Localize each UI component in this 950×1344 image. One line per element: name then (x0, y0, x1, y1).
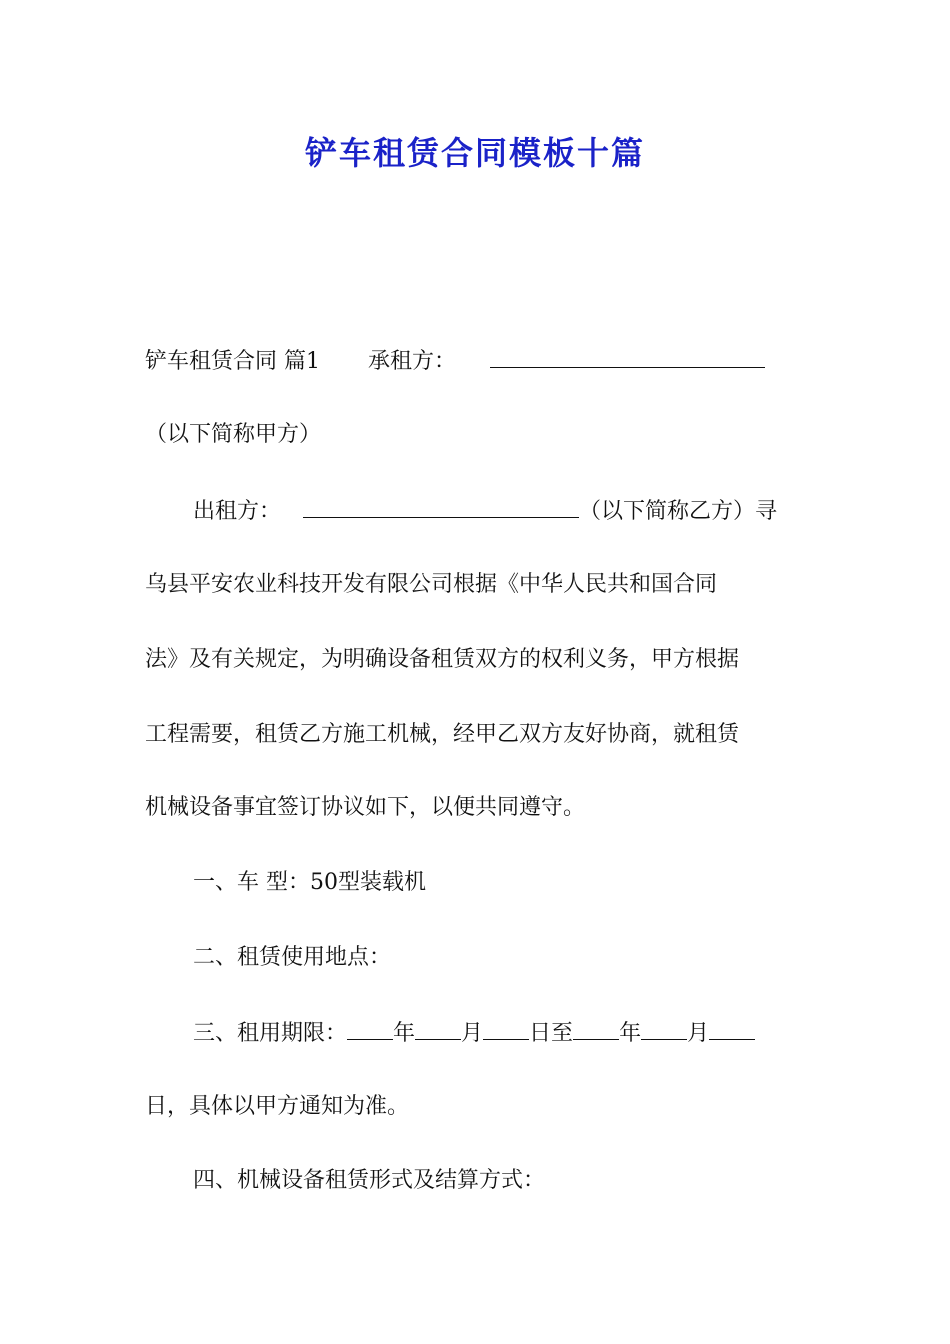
lessee-label: 承租方： (368, 349, 457, 374)
paragraph-line-4: 乌县平安农业科技开发有限公司根据《中华人民共和国合同 (145, 572, 718, 597)
paragraph-line-1 (145, 345, 807, 377)
lessee-blank (490, 345, 765, 368)
contract-heading: 铲车租赁合同 篇1 (145, 349, 320, 374)
term-label: 三、租用期限： (193, 1021, 348, 1046)
day-blank-1 (483, 1017, 529, 1040)
paragraph-line-11: 日，具体以甲方通知为准。 (145, 1094, 410, 1119)
clause-vehicle-type: 一、车 型：50型装载机 (193, 870, 426, 895)
year-blank-1 (347, 1017, 393, 1040)
lessor-after: （以下简称乙方）寻 (579, 499, 778, 524)
paragraph-line-6: 工程需要，租赁乙方施工机械，经甲乙双方友好协商，就租赁 (145, 722, 740, 747)
clause-location: 二、租赁使用地点： (193, 945, 392, 970)
clause-settlement: 四、机械设备租赁形式及结算方式： (193, 1168, 546, 1193)
paragraph-line-3 (193, 495, 807, 527)
lessor-blank (303, 495, 579, 518)
year-blank-2 (573, 1017, 619, 1040)
day-label-1: 日至 (529, 1021, 574, 1046)
day-blank-2 (709, 1017, 755, 1040)
clause-term (193, 1017, 807, 1049)
document-title: 铲车租赁合同模板十篇 (304, 134, 645, 172)
paragraph-line-2: （以下简称甲方） (145, 422, 322, 447)
year-label-1: 年 (393, 1021, 416, 1046)
paragraph-line-7: 机械设备事宜签订协议如下，以便共同遵守。 (145, 795, 586, 820)
month-blank-1 (415, 1017, 461, 1040)
month-label-2: 月 (687, 1021, 710, 1046)
paragraph-line-5: 法》及有关规定，为明确设备租赁双方的权利义务，甲方根据 (145, 647, 740, 672)
year-label-2: 年 (619, 1021, 642, 1046)
lessor-label: 出租方： (193, 499, 282, 524)
month-blank-2 (641, 1017, 687, 1040)
month-label-1: 月 (461, 1021, 484, 1046)
